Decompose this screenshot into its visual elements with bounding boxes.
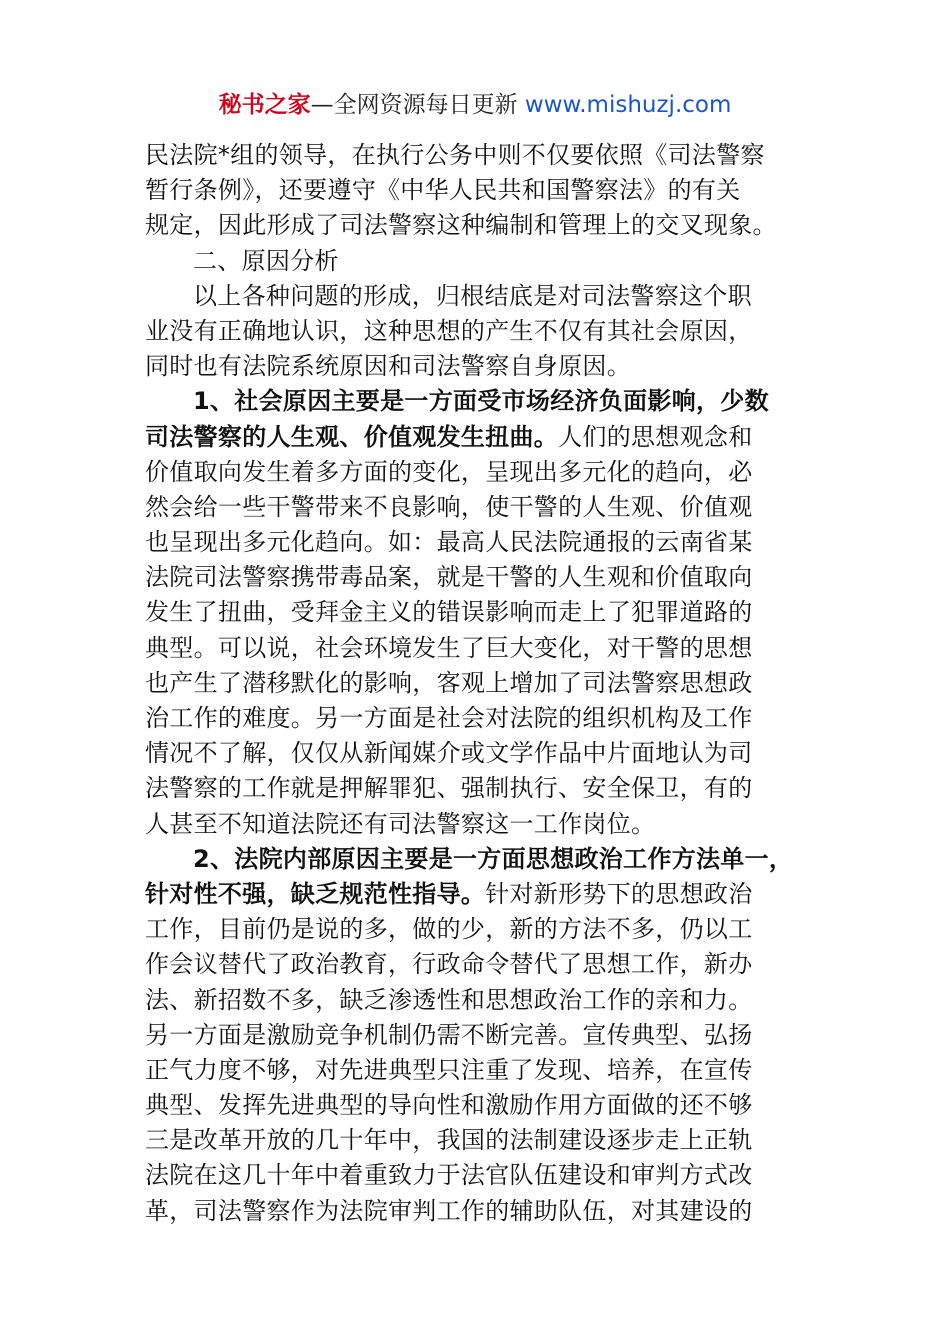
text-line <box>145 631 815 666</box>
text-line <box>145 1053 815 1088</box>
text-line <box>145 912 815 947</box>
text-segment: 作会议替代了政治教育，行政命令替代了思想工作，新办 <box>145 950 753 979</box>
text-line <box>145 279 815 314</box>
text-line <box>145 173 815 208</box>
text-line <box>145 349 815 384</box>
document-body <box>145 138 815 1229</box>
text-line <box>145 1158 815 1193</box>
bold-text-segment: 2、法院内部原因主要是一方面思想政治工作方法单一， <box>193 844 794 873</box>
text-line <box>145 384 815 419</box>
bold-text-segment: 1、社会原因主要是一方面受市场经济负面影响，少数 <box>193 387 769 416</box>
text-line <box>145 1194 815 1229</box>
header-tagline: —全网资源每日更新 <box>310 92 518 118</box>
text-segment: 工作，目前仍是说的多，做的少，新的方法不多，仍以工 <box>145 915 753 944</box>
text-segment: 法院司法警察携带毒品案，就是干警的人生观和价值取向 <box>145 563 753 592</box>
text-segment: 革，司法警察作为法院审判工作的辅助队伍，对其建设的 <box>145 1196 753 1225</box>
text-segment: 法院在这几十年中着重致力于法官队伍建设和审判方式改 <box>145 1161 753 1190</box>
text-line <box>145 666 815 701</box>
text-segment: 二、原因分析 <box>193 246 339 275</box>
header-url-link[interactable]: www.mishuzj.com <box>524 92 732 118</box>
text-segment: 同时也有法院系统原因和司法警察自身原因。 <box>145 352 631 381</box>
bold-text-segment: 司法警察的人生观、价值观发生扭曲。 <box>145 422 559 451</box>
text-segment: 典型、发挥先进典型的导向性和激励作用方面做的还不够 <box>145 1091 753 1120</box>
text-line <box>145 455 815 490</box>
text-segment: 典型。可以说，社会环境发生了巨大变化，对干警的思想 <box>145 633 753 662</box>
text-segment: 价值取向发生着多方面的变化，呈现出多元化的趋向，必 <box>145 457 753 486</box>
text-segment: 针对新形势下的思想政治 <box>485 879 753 908</box>
text-segment: 暂行条例》，还要遵守《中华人民共和国警察法》的有关 <box>145 176 741 205</box>
text-line <box>145 420 815 455</box>
bold-text-segment: 针对性不强，缺乏规范性指导。 <box>145 879 486 908</box>
text-line <box>145 701 815 736</box>
text-line <box>145 771 815 806</box>
text-segment: 另一方面是激励竞争机制仍需不断完善。宣传典型、弘扬 <box>145 1020 753 1049</box>
text-segment: 业没有正确地认识，这种思想的产生不仅有其社会原因， <box>145 316 753 345</box>
text-segment: 以上各种问题的形成，归根结底是对司法警察这个职 <box>193 281 752 310</box>
text-segment: 然会给一些干警带来不良影响，使干警的人生观、价值观 <box>145 492 753 521</box>
text-line <box>145 947 815 982</box>
text-line <box>145 314 815 349</box>
text-line <box>145 842 815 877</box>
text-segment: 人们的思想观念和 <box>558 422 753 451</box>
text-segment: 也呈现出多元化趋向。如：最高人民法院通报的云南省某 <box>145 528 753 557</box>
header-brand: 秘书之家 <box>218 92 311 118</box>
text-segment: 治工作的难度。另一方面是社会对法院的组织机构及工作 <box>145 704 753 732</box>
text-segment: 发生了扭曲，受拜金主义的错误影响而走上了犯罪道路的 <box>145 598 753 627</box>
text-line <box>145 877 815 912</box>
text-segment: 民法院*组的领导，在执行公务中则不仅要依照《司法警察 <box>145 141 765 169</box>
text-line <box>145 983 815 1018</box>
page-header <box>0 88 950 122</box>
text-line <box>145 138 815 173</box>
text-line <box>145 736 815 771</box>
text-line <box>145 595 815 630</box>
text-line <box>145 1123 815 1158</box>
text-segment: 法警察的工作就是押解罪犯、强制执行、安全保卫，有的 <box>145 774 753 803</box>
text-line <box>145 560 815 595</box>
text-segment: 人甚至不知道法院还有司法警察这一工作岗位。 <box>145 809 656 838</box>
text-line <box>145 807 815 842</box>
text-line <box>145 1088 815 1123</box>
text-line <box>145 525 815 560</box>
text-segment: 情况不了解，仅仅从新闻媒介或文学作品中片面地认为司 <box>145 739 753 768</box>
text-line <box>145 208 815 243</box>
text-line <box>145 244 815 279</box>
text-segment: 也产生了潜移默化的影响，客观上增加了司法警察思想政 <box>145 668 753 697</box>
text-segment: 三是改革开放的几十年中，我国的法制建设逐步走上正轨 <box>145 1126 753 1155</box>
text-line <box>145 490 815 525</box>
text-segment: 正气力度不够，对先进典型只注重了发现、培养，在宣传 <box>145 1055 753 1084</box>
text-segment: 规定，因此形成了司法警察这种编制和管理上的交叉现象。 <box>145 211 777 240</box>
text-line <box>145 1018 815 1053</box>
text-segment: 法、新招数不多，缺乏渗透性和思想政治工作的亲和力。 <box>145 985 753 1014</box>
